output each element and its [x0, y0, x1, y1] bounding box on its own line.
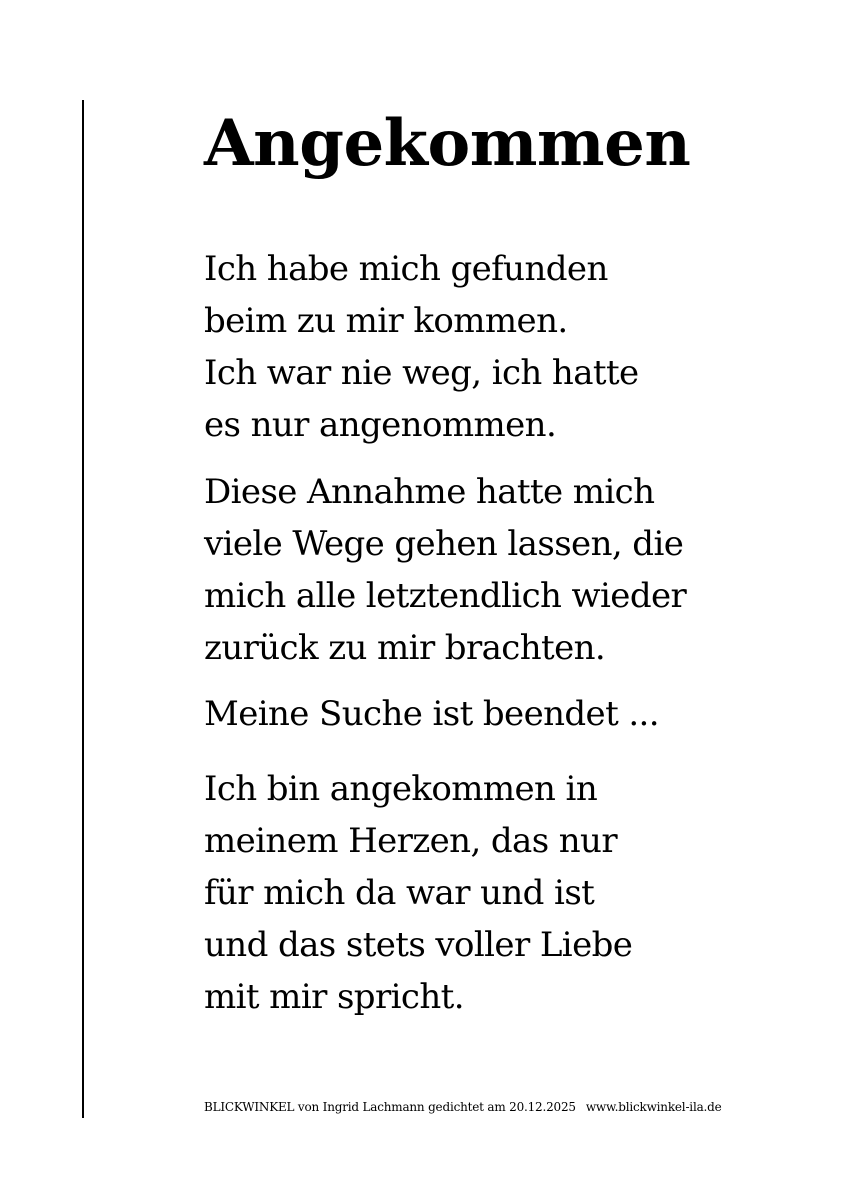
poem-line: mich alle letztendlich wieder [204, 576, 687, 616]
poem-line: viele Wege gehen lassen, die [204, 524, 684, 564]
stanza-3 [204, 688, 659, 740]
stanza-1 [204, 243, 639, 451]
poem-line: Meine Suche ist beendet ... [204, 694, 659, 734]
poem-line: für mich da war und ist [204, 873, 595, 913]
vertical-rule [82, 100, 84, 1118]
stanza-4 [204, 763, 632, 1023]
poem-line: Ich habe mich gefunden [204, 249, 608, 289]
poem-line: Ich war nie weg, ich hatte [204, 353, 639, 393]
poem-line: beim zu mir kommen. [204, 301, 568, 341]
footer [204, 1098, 722, 1116]
poem-title: Angekommen [204, 106, 691, 181]
poem-line: mit mir spricht. [204, 977, 464, 1017]
poem-line: und das stets voller Liebe [204, 925, 633, 965]
poem-line: Diese Annahme hatte mich [204, 472, 655, 512]
footer-website-link[interactable]: www.blickwinkel-ila.de [585, 1100, 722, 1114]
footer-credit: BLICKWINKEL von Ingrid Lachmann gedichtet am 20.12.2025 [204, 1100, 576, 1114]
poem-line: zurück zu mir brachten. [204, 628, 606, 668]
poem-line: Ich bin angekommen in [204, 769, 598, 809]
poem-line: es nur angenommen. [204, 405, 557, 445]
poem-line: meinem Herzen, das nur [204, 821, 618, 861]
stanza-2 [204, 466, 686, 674]
